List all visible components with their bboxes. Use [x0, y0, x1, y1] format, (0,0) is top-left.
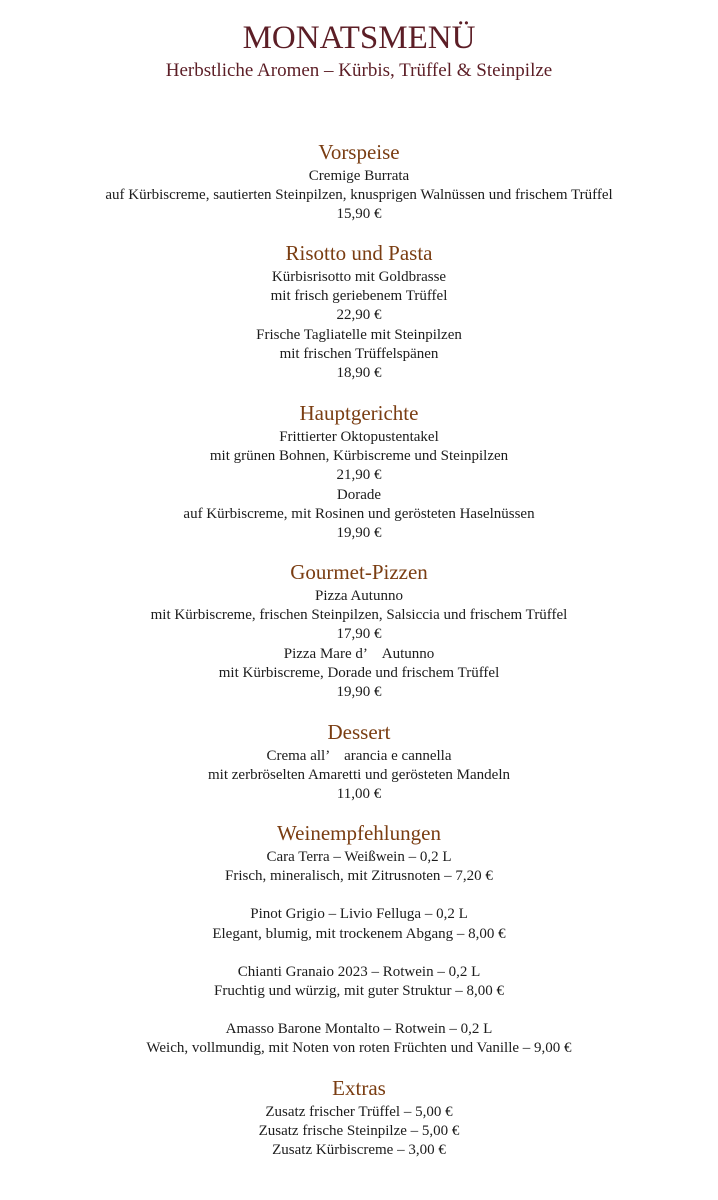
wine-name: Amasso Barone Montalto – Rotwein – 0,2 L	[225, 1021, 493, 1038]
section-gourmet-pizzen	[0, 558, 718, 702]
dish-name: Crema all’ arancia e cannella	[266, 748, 452, 764]
extra-item: Zusatz Kürbiscreme – 3,00 €	[272, 1142, 446, 1159]
dish-description: mit frisch geriebenem Trüffel	[270, 288, 448, 305]
section-heading: Gourmet-Pizzen	[290, 560, 428, 584]
dish-description: mit frischen Trüffelspänen	[279, 345, 439, 362]
section-weinempfehlungen	[0, 819, 718, 1059]
dish-price: 22,90 €	[336, 307, 382, 324]
wine-description: Elegant, blumig, mit trockenem Abgang – 8,00 €	[212, 925, 506, 942]
dish-name: Kürbisrisotto mit Goldbrasse	[271, 269, 447, 285]
wine-name: Cara Terra – Weißwein – 0,2 L	[266, 849, 452, 865]
section-risotto-pasta	[0, 239, 718, 383]
wine-name: Pinot Grigio – Livio Felluga – 0,2 L	[250, 906, 468, 923]
section-heading: Hauptgerichte	[299, 401, 419, 425]
dish-description: mit grünen Bohnen, Kürbiscreme und Steinpilzen	[209, 448, 509, 465]
section-extras	[0, 1074, 718, 1161]
extra-item: Zusatz frische Steinpilze – 5,00 €	[258, 1123, 460, 1140]
wine-description: Weich, vollmundig, mit Noten von roten Früchten und Vanille – 9,00 €	[146, 1040, 572, 1057]
wine-spacer	[0, 944, 718, 963]
wine-spacer	[0, 1001, 718, 1020]
dish-price: 11,00 €	[336, 786, 382, 803]
wine-name: Chianti Granaio 2023 – Rotwein – 0,2 L	[237, 963, 481, 980]
section-heading: Weinempfehlungen	[277, 821, 441, 845]
section-heading: Risotto und Pasta	[285, 241, 433, 265]
dish-description: mit Kürbiscreme, frischen Steinpilzen, Salsiccia und frischem Trüffel	[150, 607, 568, 624]
section-heading: Extras	[332, 1076, 386, 1100]
dish-price: 21,90 €	[336, 467, 382, 484]
dish-name: Pizza Autunno	[315, 588, 403, 604]
extra-item: Zusatz frischer Trüffel – 5,00 €	[265, 1104, 453, 1120]
dish-description: mit Kürbiscreme, Dorade und frischem Trüffel	[218, 664, 500, 681]
dish-name: Frische Tagliatelle mit Steinpilzen	[256, 326, 462, 343]
dish-price: 15,90 €	[336, 206, 382, 223]
dish-price: 19,90 €	[336, 684, 382, 701]
wine-description: Frisch, mineralisch, mit Zitrusnoten – 7,20 €	[225, 868, 493, 885]
section-hauptgerichte	[0, 399, 718, 543]
wine-description: Fruchtig und würzig, mit guter Struktur – 8,00 €	[214, 983, 504, 1000]
dish-price: 17,90 €	[336, 626, 382, 643]
dish-description: mit zerbröselten Amaretti und gerösteten Mandeln	[208, 767, 510, 784]
dish-price: 18,90 €	[336, 365, 382, 382]
dish-description: auf Kürbiscreme, mit Rosinen und gerösteten Haselnüssen	[183, 505, 535, 522]
dish-name: Cremige Burrata	[308, 168, 410, 184]
section-dessert	[0, 718, 718, 805]
section-heading: Vorspeise	[318, 140, 400, 164]
dish-price: 19,90 €	[336, 525, 382, 542]
wine-spacer	[0, 886, 718, 905]
dish-name: Frittierter Oktopustentakel	[279, 429, 439, 445]
menu-subtitle: Herbstliche Aromen – Kürbis, Trüffel & Steinpilze	[165, 60, 553, 81]
section-vorspeise	[0, 138, 718, 225]
section-heading: Dessert	[327, 720, 391, 744]
dish-description: auf Kürbiscreme, sautierten Steinpilzen, knusprigen Walnüssen und frischem Trüffel	[105, 187, 613, 204]
dish-name: Dorade	[336, 486, 382, 503]
dish-name: Pizza Mare d’ Autunno	[283, 645, 435, 662]
menu-title: MONATSMENÜ	[242, 20, 476, 56]
